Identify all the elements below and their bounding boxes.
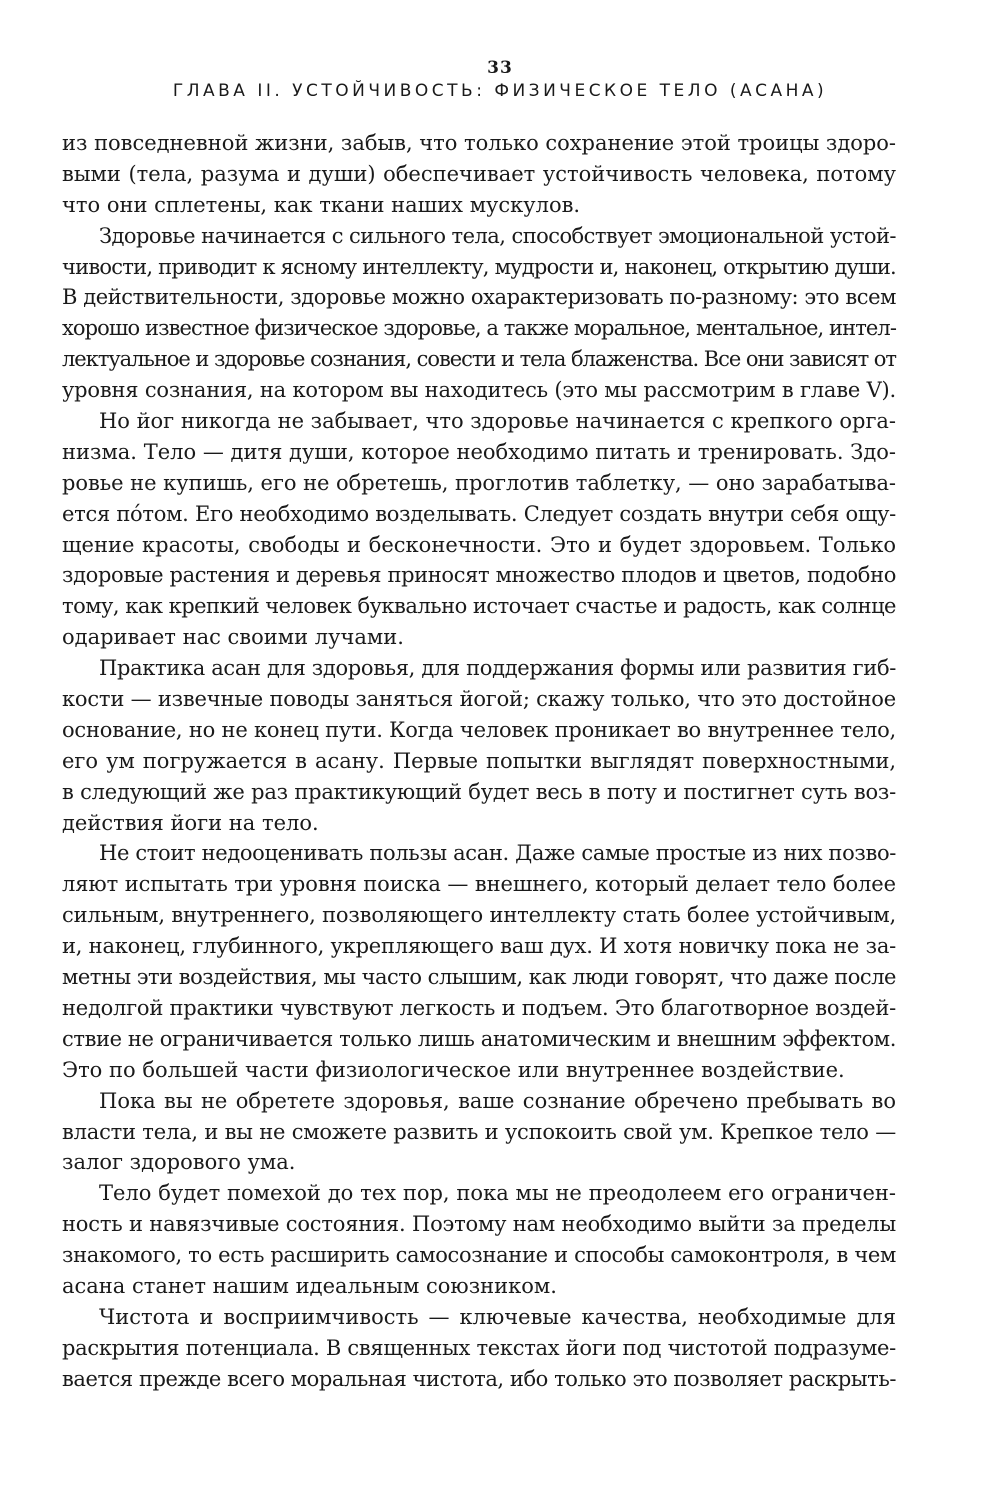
text-line: низма. Тело — дитя души, которое необходимо питать и тренировать. Здо- xyxy=(62,439,896,464)
text-line: залог здорового ума. xyxy=(62,1150,296,1175)
paragraph xyxy=(62,838,896,1085)
text-line: здоровые растения и деревья приносят множество плодов и цветов, подобно xyxy=(62,563,896,588)
text-line: основание, но не конец пути. Когда человек проникает во внутреннее тело, xyxy=(62,717,896,742)
paragraph xyxy=(62,1178,896,1302)
text-line: асана станет нашим идеальным союзником. xyxy=(62,1273,557,1298)
text-line: В действительности, здоровье можно охарактеризовать по-разному: это всем xyxy=(62,285,896,310)
body-text xyxy=(62,128,896,1395)
text-line: Чистота и восприимчивость — ключевые качества, необходимые для xyxy=(99,1304,896,1329)
paragraph xyxy=(62,1302,896,1395)
text-line: лектуальное и здоровье сознания, совести и тела блаженства. Все они зависят от xyxy=(62,347,896,372)
paragraph xyxy=(62,221,896,406)
paragraph xyxy=(62,653,896,838)
text-line: вается прежде всего моральная чистота, ибо только это позволяет раскрыть- xyxy=(62,1366,896,1391)
text-line: что они сплетены, как ткани наших мускулов. xyxy=(62,192,581,217)
text-line: Здоровье начинается с сильного тела, способствует эмоциональной устой- xyxy=(99,223,896,248)
paragraph xyxy=(62,1086,896,1179)
text-line: Но йог никогда не забывает, что здоровье начинается с крепкого орга- xyxy=(99,409,897,434)
text-line: действия йоги на тело. xyxy=(62,810,319,835)
text-line: хорошо известное физическое здоровье, а также моральное, ментальное, интел- xyxy=(62,316,897,341)
text-line: уровня сознания, на котором вы находитесь (это мы рассмотрим в главе V). xyxy=(62,378,897,403)
text-line: знакомого, то есть расширить самосознание и способы самоконтроля, в чем xyxy=(62,1243,897,1268)
text-line: ется пóтом. Его необходимо возделывать. Следует создать внутри себя ощу- xyxy=(62,501,896,526)
text-line: ность и навязчивые состояния. Поэтому нам необходимо выйти за пределы xyxy=(62,1212,896,1237)
text-line: его ум погружается в асану. Первые попытки выглядят поверхностными, xyxy=(62,748,896,773)
text-line: одаривает нас своими лучами. xyxy=(62,625,404,650)
text-line: Тело будет помехой до тех пор, пока мы не преодолеем его ограничен- xyxy=(99,1181,896,1206)
text-line: сильным, внутреннего, позволяющего интеллекту стать более устойчивым, xyxy=(62,903,897,928)
text-line: из повседневной жизни, забыв, что только сохранение этой троицы здоро- xyxy=(62,131,897,155)
text-line: кости — извечные поводы заняться йогой; скажу только, что это достойное xyxy=(62,687,896,712)
text-line: в следующий же раз практикующий будет весь в поту и постигнет суть воз- xyxy=(62,779,897,804)
text-line: чивости, приводит к ясному интеллекту, мудрости и, наконец, открытию души. xyxy=(62,254,896,279)
text-line: власти тела, и вы не сможете развить и успокоить свой ум. Крепкое тело — xyxy=(62,1119,897,1144)
text-line: недолгой практики чувствуют легкость и подъем. Это благотворное воздей- xyxy=(62,995,896,1020)
text-line: выми (тела, разума и души) обеспечивает устойчивость человека, потому xyxy=(62,161,896,186)
text-line: тому, как крепкий человек буквально источает счастье и радость, как солнце xyxy=(62,594,896,619)
text-line: Практика асан для здоровья, для поддержания формы или развития гиб- xyxy=(99,656,897,681)
text-line: ляют испытать три уровня поиска — внешнего, который делает тело более xyxy=(62,872,896,897)
text-line: Пока вы не обретете здоровья, ваше сознание обречено пребывать во xyxy=(99,1088,896,1113)
text-line: Не стоит недооценивать пользы асан. Даже самые простые из них позво- xyxy=(99,841,896,866)
paragraph xyxy=(62,406,896,653)
text-line: метны эти воздействия, мы часто слышим, как люди говорят, что даже после xyxy=(62,965,896,990)
text-line: щение красоты, свободы и бесконечности. Это и будет здоровьем. Только xyxy=(62,532,896,557)
page-number: 33 xyxy=(487,58,513,78)
text-line: и, наконец, глубинного, укрепляющего ваш дух. И хотя новичку пока не за- xyxy=(62,934,896,959)
text-line: раскрытия потенциала. В священных текстах йоги под чистотой подразуме- xyxy=(62,1335,896,1360)
paragraph xyxy=(62,128,896,221)
running-head: ГЛАВА II. УСТОЙЧИВОСТЬ: ФИЗИЧЕСКОЕ ТЕЛО (АСАНА) xyxy=(172,81,828,101)
text-line: ствие не ограничивается только лишь анатомическим и внешним эффектом. xyxy=(62,1026,896,1051)
text-line: ровье не купишь, его не обретешь, проглотив таблетку, — оно зарабатыва- xyxy=(62,470,896,495)
text-line: Это по большей части физиологическое или внутреннее воздействие. xyxy=(62,1057,845,1082)
